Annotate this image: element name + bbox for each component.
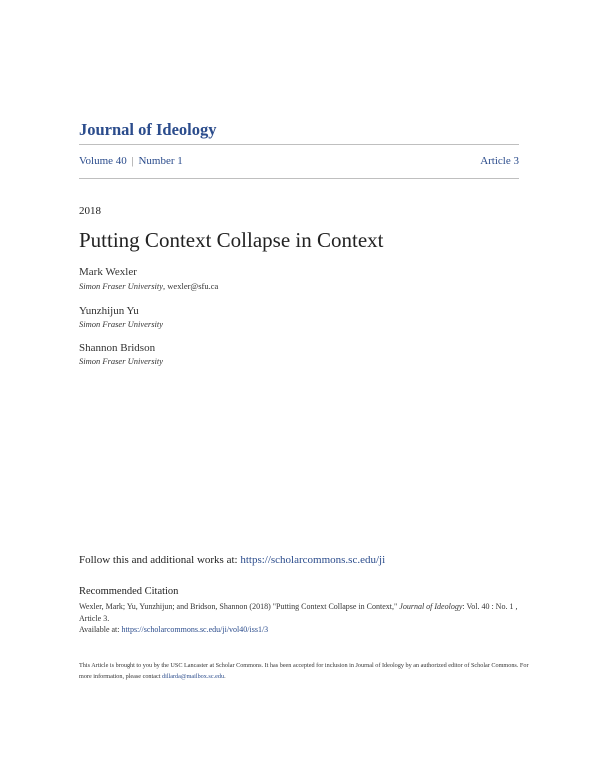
- author-name: Mark Wexler: [79, 266, 137, 278]
- author-affiliation: [79, 281, 218, 291]
- follow-link[interactable]: https://scholarcommons.sc.edu/ji: [240, 554, 386, 566]
- author-name: Yunzhijun Yu: [79, 305, 139, 317]
- citation-authors-title: Wexler, Mark; Yu, Yunzhijun; and Bridson, Shannon (2018) "Putting Context Collapse in Context,": [79, 602, 398, 611]
- citation-volume: : Vol. 40 : No. 1 , Article 3.: [79, 602, 518, 623]
- follow-line: [79, 554, 385, 566]
- follow-text: Follow this and additional works at:: [79, 554, 238, 566]
- footer-text: This Article is brought to you by the USC Lancaster at Scholar Commons. It has been accepted for inclusion in Journal of Ideology by an authorized editor of Scholar Commons. For more information, please contact: [79, 662, 529, 680]
- header-divider-bottom: [79, 178, 519, 179]
- available-link[interactable]: https://scholarcommons.sc.edu/ji/vol40/iss1/3: [121, 625, 269, 634]
- author-affiliation: Simon Fraser University: [79, 356, 164, 366]
- recommended-citation-heading: Recommended Citation: [79, 586, 179, 597]
- number-link[interactable]: Number 1: [138, 155, 183, 167]
- volume-link[interactable]: Volume 40: [79, 155, 127, 167]
- header-divider-top: [79, 144, 519, 145]
- available-label: Available at:: [79, 625, 120, 634]
- footer-notice: [79, 660, 529, 682]
- author-name: Shannon Bridson: [79, 342, 156, 354]
- volume-number-group: [79, 155, 183, 167]
- contact-email-link[interactable]: dillarda@mailbox.sc.edu: [162, 673, 225, 680]
- author-affiliation: Simon Fraser University: [79, 319, 164, 329]
- article-link[interactable]: Article 3: [480, 155, 519, 167]
- journal-title[interactable]: Journal of Ideology: [79, 120, 217, 139]
- issue-row: [79, 155, 519, 171]
- citation-journal: Journal of Ideology: [399, 602, 463, 611]
- author-email: wexler@sfu.ca: [167, 281, 219, 291]
- footer-end: .: [224, 673, 226, 680]
- email-separator: ,: [163, 281, 168, 291]
- citation-text: [79, 601, 539, 625]
- available-at-line: [79, 625, 268, 634]
- paper-title: Putting Context Collapse in Context: [79, 228, 384, 252]
- affiliation-text: Simon Fraser University: [79, 281, 164, 291]
- separator: |: [131, 155, 134, 167]
- publication-year: 2018: [79, 205, 101, 217]
